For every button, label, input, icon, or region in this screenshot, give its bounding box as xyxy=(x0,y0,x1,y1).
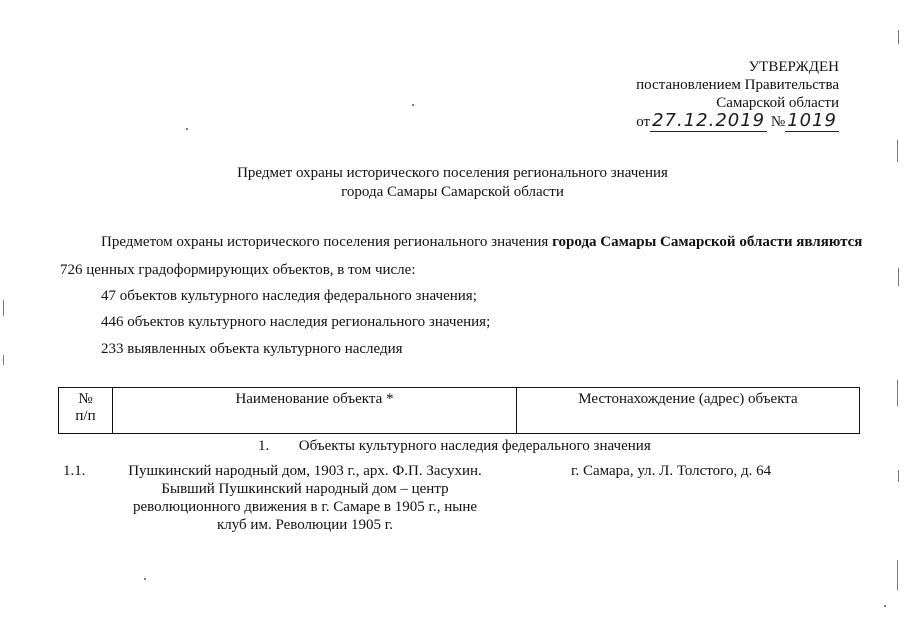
header-address-cell: Местонахождение (адрес) объекта xyxy=(517,388,860,434)
scan-edge-mark xyxy=(3,300,4,316)
row-address: г. Самара, ул. Л. Толстого, д. 64 xyxy=(571,463,772,479)
handwritten-number: 1019 xyxy=(787,110,837,131)
row-object-name xyxy=(110,462,500,534)
scan-speck xyxy=(412,104,414,106)
document-title xyxy=(0,164,905,202)
intro-item-regional: 446 объектов культурного наследия регионального значения; xyxy=(101,314,491,330)
title-line-1: Предмет охраны исторического поселения регионального значения xyxy=(237,165,668,181)
approval-region: Самарской области xyxy=(716,95,839,111)
scan-edge-mark xyxy=(898,470,899,482)
intro-item-identified: 233 выявленных объекта культурного наследия xyxy=(101,341,403,357)
section-title: Объекты культурного наследия федерального значения xyxy=(298,438,651,454)
section-heading xyxy=(258,437,651,455)
approval-authority: постановлением Правительства xyxy=(636,77,839,93)
header-number-cell xyxy=(59,388,113,434)
scan-edge-mark xyxy=(898,30,899,44)
approval-heading: УТВЕРЖДЕН xyxy=(748,59,839,75)
scan-edge-mark xyxy=(897,560,898,590)
intro-line-1 xyxy=(101,233,862,251)
header-number-label: п/п xyxy=(75,408,96,424)
scan-edge-mark xyxy=(897,380,898,406)
row-number: 1.1. xyxy=(63,463,86,479)
scan-speck xyxy=(884,605,886,607)
handwritten-date: 27.12.2019 xyxy=(652,110,766,131)
scan-speck xyxy=(186,128,188,130)
section-number: 1. xyxy=(258,438,270,454)
intro-line-2: 726 ценных градоформирующих объектов, в том числе: xyxy=(60,262,416,278)
objects-table-header xyxy=(58,387,860,434)
intro-regular-text: Предметом охраны исторического поселения регионального значения xyxy=(101,234,549,250)
header-name-cell: Наименование объекта * xyxy=(113,388,517,434)
row-name-line: клуб им. Революции 1905 г. xyxy=(216,517,394,533)
title-line-2: города Самары Самарской области xyxy=(341,184,564,200)
scan-speck xyxy=(144,578,146,580)
approval-block xyxy=(636,58,839,131)
row-name-line: Пушкинский народный дом, 1903 г., арх. Ф.П. Засухин. xyxy=(128,463,482,479)
header-number-symbol: № xyxy=(78,391,93,407)
row-name-line: революционного движения в г. Самаре в 1905 г., ныне xyxy=(132,499,478,515)
date-prefix: от xyxy=(636,114,651,130)
intro-bold-text: города Самары Самарской области являются xyxy=(552,234,863,250)
number-prefix: № xyxy=(770,114,786,130)
scan-edge-mark xyxy=(3,355,4,365)
scan-edge-mark xyxy=(898,268,899,286)
row-name-line: Бывший Пушкинский народный дом – центр xyxy=(161,481,449,497)
approval-date-line xyxy=(636,112,839,131)
scan-edge-mark xyxy=(897,140,898,162)
intro-item-federal: 47 объектов культурного наследия федерального значения; xyxy=(101,288,477,304)
